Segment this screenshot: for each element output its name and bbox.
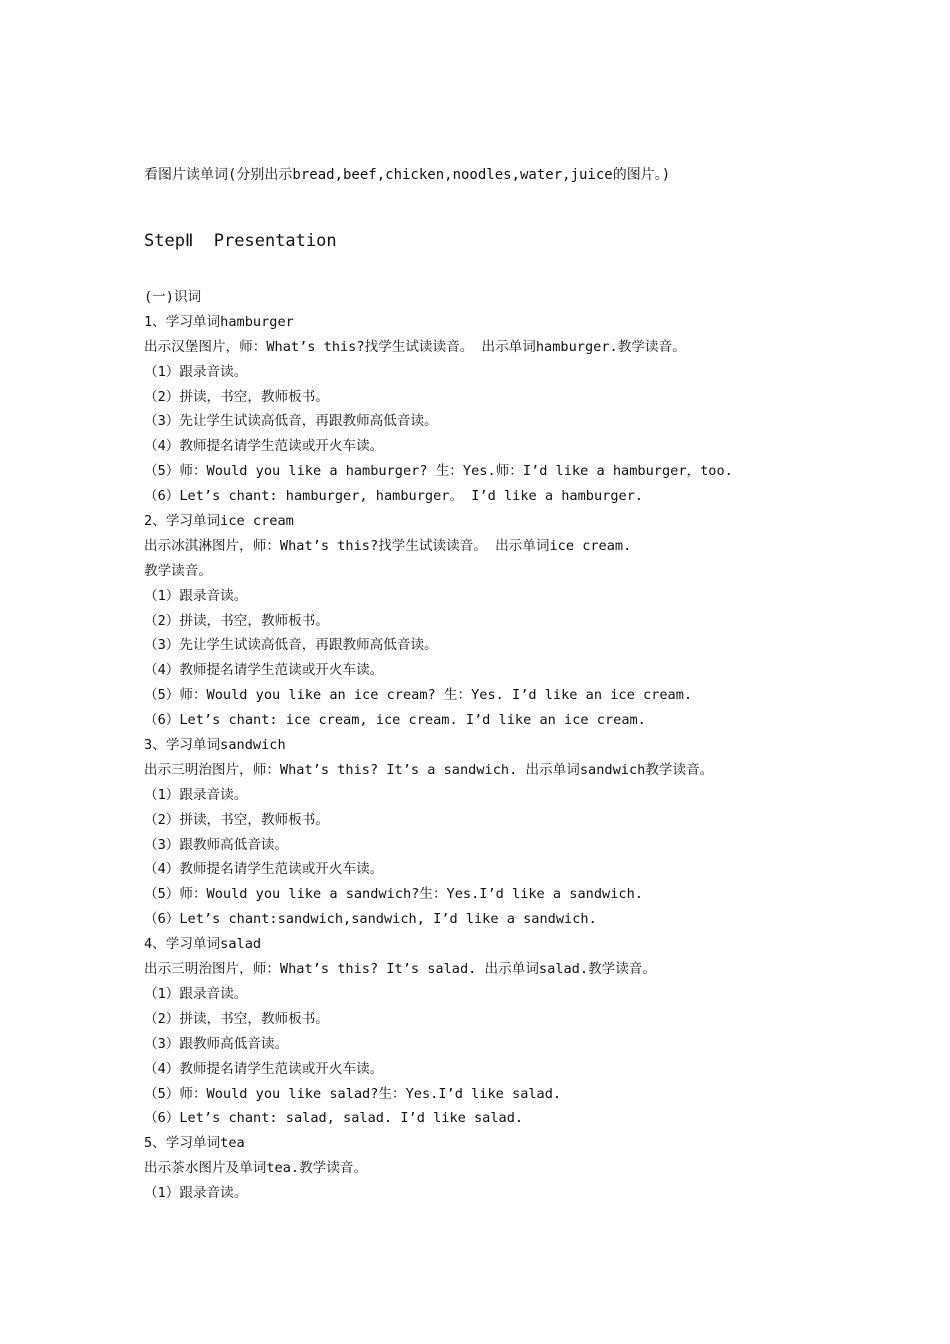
section-heading: StepⅡ Presentation xyxy=(144,231,337,251)
line-step: （2）拼读，书空，教师板书。 xyxy=(144,1010,329,1027)
line-word-heading: 2、学习单词ice cream xyxy=(144,513,294,530)
line-word-heading: 3、学习单词sandwich xyxy=(144,737,286,754)
line-section-title: (一)识词 xyxy=(144,289,202,305)
line-step: （6）Let’s chant:sandwich,sandwich, I’d like a sandwich. xyxy=(144,911,597,928)
line-step: （1）跟录音读。 xyxy=(144,363,248,380)
line-text: 出示茶水图片及单词tea.教学读音。 xyxy=(144,1160,368,1177)
line-step: （6）Let’s chant: hamburger, hamburger。 I’d like a hamburger. xyxy=(144,488,644,505)
line-step: （3）跟教师高低音读。 xyxy=(144,1035,289,1052)
line-step: （1）跟录音读。 xyxy=(144,786,248,803)
line-step: （1）跟录音读。 xyxy=(144,1185,248,1202)
line-step: （1）跟录音读。 xyxy=(144,587,248,604)
line-text: 教学读音。 xyxy=(144,562,212,579)
line-word-heading: 5、学习单词tea xyxy=(144,1135,245,1152)
line-step: （2）拼读，书空，教师板书。 xyxy=(144,388,329,405)
line-step: （5）师：Would you like an ice cream? 生：Yes. I’d like an ice cream. xyxy=(144,687,693,704)
line-text: 出示冰淇淋图片，师：What’s this?找学生试读读音。 出示单词ice cream. xyxy=(144,537,632,554)
line-text: 出示汉堡图片，师：What’s this?找学生试读读音。 出示单词hamburger.教学读音。 xyxy=(144,338,686,355)
line-step: （3）先让学生试读高低音，再跟教师高低音读。 xyxy=(144,413,438,430)
line-step: （4）教师提名请学生范读或开火车读。 xyxy=(144,438,384,455)
line-step: （2）拼读，书空，教师板书。 xyxy=(144,811,329,828)
intro-paragraph: 看图片读单词(分别出示bread,beef,chicken,noodles,water,juice的图片。) xyxy=(144,167,671,183)
line-text: 出示三明治图片，师：What’s this? It’s salad. 出示单词salad.教学读音。 xyxy=(144,961,656,978)
line-step: （5）师：Would you like a hamburger? 生：Yes.师：I’d like a hamburger，too. xyxy=(144,463,733,480)
line-word-heading: 4、学习单词salad xyxy=(144,936,262,953)
line-step: （2）拼读，书空，教师板书。 xyxy=(144,612,329,629)
line-step: （4）教师提名请学生范读或开火车读。 xyxy=(144,1060,384,1077)
line-text: 出示三明治图片，师：What’s this? It’s a sandwich. 出示单词sandwich教学读音。 xyxy=(144,761,714,778)
line-step: （5）师：Would you like a sandwich?生：Yes.I’d like a sandwich. xyxy=(144,886,643,903)
line-word-heading: 1、学习单词hamburger xyxy=(144,313,294,330)
line-step: （3）跟教师高低音读。 xyxy=(144,836,289,853)
line-step: （1）跟录音读。 xyxy=(144,985,248,1002)
line-step: （4）教师提名请学生范读或开火车读。 xyxy=(144,662,384,679)
line-step: （6）Let’s chant: salad, salad. I’d like salad. xyxy=(144,1110,524,1127)
line-step: （6）Let’s chant: ice cream, ice cream. I’d like an ice cream. xyxy=(144,712,646,729)
line-step: （3）先让学生试读高低音，再跟教师高低音读。 xyxy=(144,637,438,654)
lesson-lines xyxy=(144,285,733,1206)
line-step: （5）师：Would you like salad?生：Yes.I’d like salad. xyxy=(144,1085,562,1102)
line-step: （4）教师提名请学生范读或开火车读。 xyxy=(144,861,384,878)
